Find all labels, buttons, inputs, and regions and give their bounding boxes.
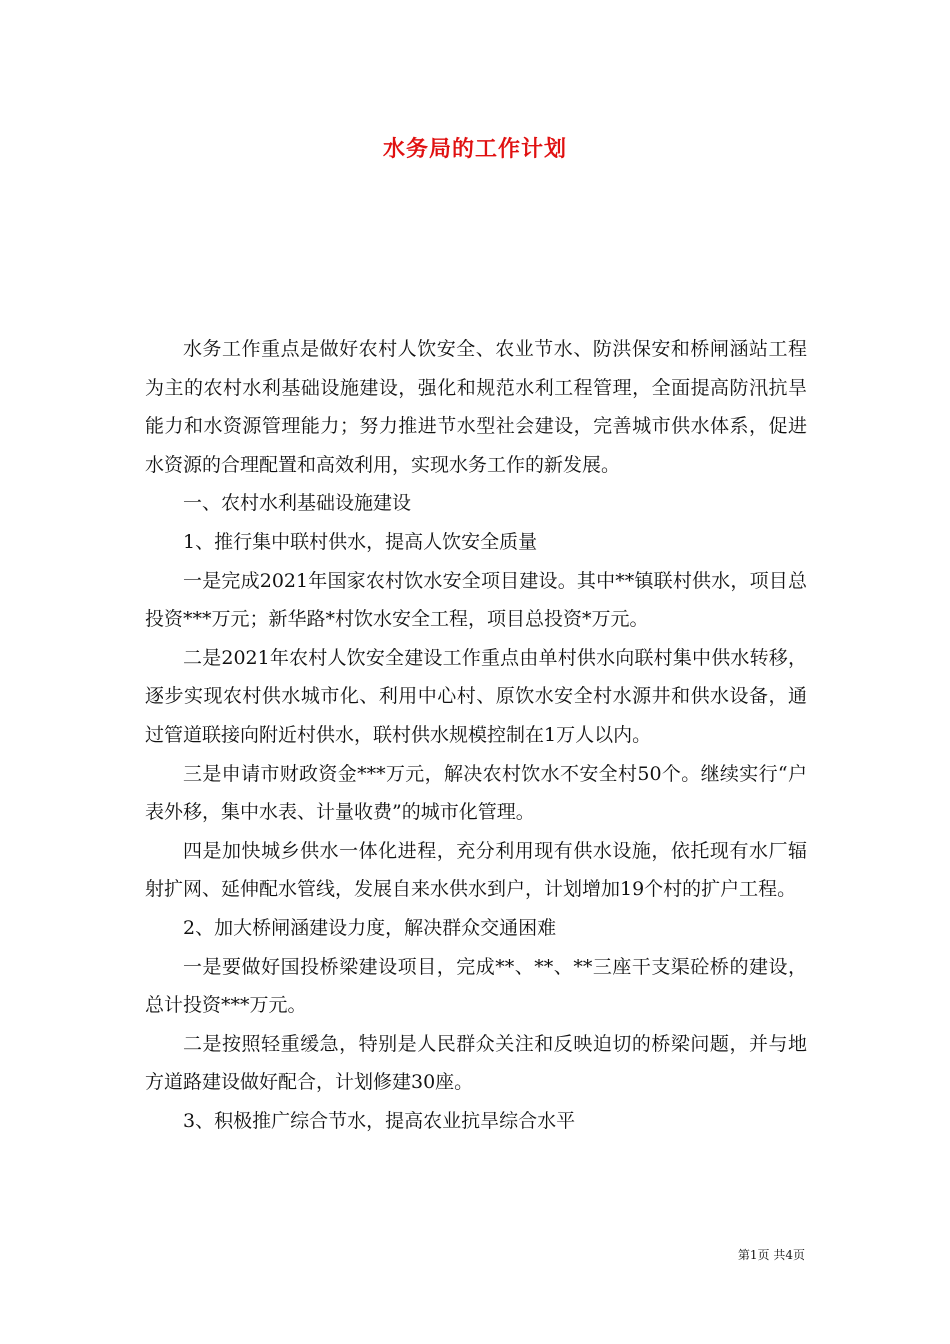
paragraph-item-3: 三是申请市财政资金***万元，解决农村饮水不安全村50个。继续实行“户表外移，集中水表、计量收费”的城市化管理。: [145, 762, 807, 824]
paragraph-item-5: 一是要做好国投桥梁建设项目，完成**、**、**三座干支渠砼桥的建设，总计投资***万元。: [145, 955, 807, 1017]
paragraph-item-2: 二是2021年农村人饮安全建设工作重点由单村供水向联村集中供水转移，逐步实现农村供水城市化、利用中心村、原饮水安全村水源井和供水设备，通过管道联接向附近村供水，联村供水规模控制在1万人以内。: [145, 646, 807, 746]
subsection-heading-1: 1、推行集中联村供水，提高人饮安全质量: [183, 530, 538, 553]
subsection-heading-3: 3、积极推广综合节水，提高农业抗旱综合水平: [183, 1109, 576, 1132]
page-number: 第1页 共4页: [737, 1248, 805, 1262]
subsection-heading-2: 2、加大桥闸涵建设力度，解决群众交通困难: [183, 916, 557, 939]
document-body: [145, 330, 807, 1140]
paragraph-item-6: 二是按照轻重缓急，特别是人民群众关注和反映迫切的桥梁问题，并与地方道路建设做好配合，计划修建30座。: [145, 1032, 807, 1094]
section-heading-1: 一、农村水利基础设施建设: [183, 492, 412, 515]
paragraph-item-1: 一是完成2021年国家农村饮水安全项目建设。其中**镇联村供水，项目总投资***万元；新华路*村饮水安全工程，项目总投资*万元。: [145, 569, 807, 631]
paragraph-item-4: 四是加快城乡供水一体化进程，充分利用现有供水设施，依托现有水厂辐射扩网、延伸配水管线，发展自来水供水到户，计划增加19个村的扩户工程。: [145, 839, 807, 901]
document-title: 水务局的工作计划: [382, 136, 567, 162]
paragraph-intro: 水务工作重点是做好农村人饮安全、农业节水、防洪保安和桥闸涵站工程为主的农村水利基础设施建设，强化和规范水利工程管理，全面提高防汛抗旱能力和水资源管理能力；努力推进节水型社会建设，完善城市供水体系，促进水资源的合理配置和高效利用，实现水务工作的新发展。: [145, 338, 807, 476]
